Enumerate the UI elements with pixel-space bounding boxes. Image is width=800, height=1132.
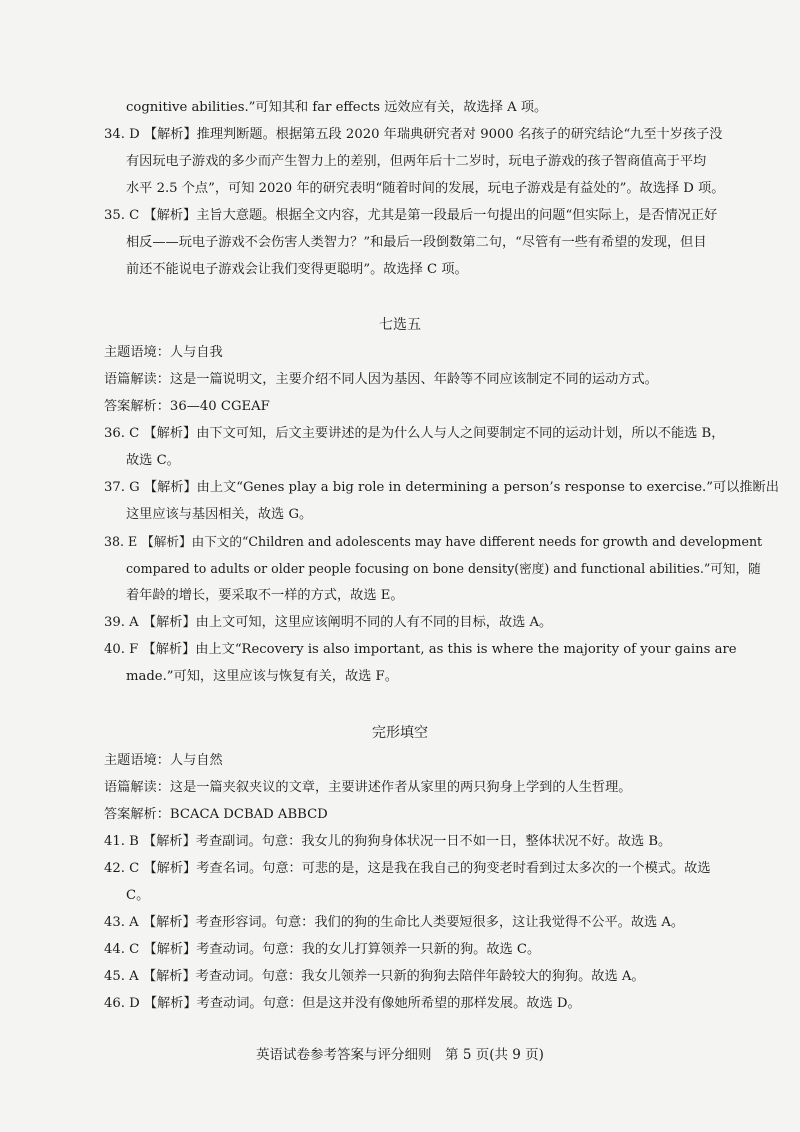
answer-37-line: 37. G 【解析】由上文“Genes play a big role in determining a person’s response to exercise.”可以推断出 — [104, 480, 779, 495]
answer-40-line: 40. F 【解析】由上文“Recovery is also important, as this is where the majority of your gains are — [104, 642, 737, 657]
paragraph-line: 有因玩电子游戏的多少而产生智力上的差别，但两年后十二岁时，玩电子游戏的孩子智商值高于平均 — [126, 154, 707, 169]
section-title-cloze: 完形填空 — [372, 725, 428, 741]
answer-43-line: 43. A 【解析】考查形容词。句意：我们的狗的生命比人类要短很多，这让我觉得不公平。故选 A。 — [104, 915, 685, 930]
answer-34-line: 34. D 【解析】推理判断题。根据第五段 2020 年瑞典研究者对 9000 名孩子的研究结论“九至十岁孩子没 — [104, 127, 723, 142]
answer-44-line: 44. C 【解析】考查动词。句意：我的女儿打算领养一只新的狗。故选 C。 — [104, 942, 541, 957]
answer-41-line: 41. B 【解析】考查副词。句意：我女儿的狗狗身体状况一日不如一日，整体状况不好。故选 B。 — [104, 834, 672, 849]
paragraph-line: 前还不能说电子游戏会让我们变得更聪明”。故选择 C 项。 — [126, 262, 468, 277]
answer-35-line: 35. C 【解析】主旨大意题。根据全文内容，尤其是第一段最后一句提出的问题“但实际上，是否情况正好 — [104, 208, 718, 223]
answer-42-line: 42. C 【解析】考查名词。句意：可悲的是，这是我在我自己的狗变老时看到过太多次的一个模式。故选 — [104, 861, 711, 876]
paragraph-line: 着年龄的增长，要采取不一样的方式，故选 E。 — [126, 588, 404, 603]
paragraph-line: 相反——玩电子游戏不会伤害人类智力？”和最后一段倒数第二句，“尽管有一些有希望的发现，但目 — [126, 235, 707, 250]
section-title-seven-choose-five: 七选五 — [379, 317, 421, 333]
paragraph-line: compared to adults or older people focusing on bone density(密度) and functional abilities.”可知，随 — [126, 561, 761, 576]
page-footer: 英语试卷参考答案与评分细则 第 5 页(共 9 页) — [256, 1047, 544, 1063]
paragraph-line: cognitive abilities.”可知其和 far effects 远效应有关，故选择 A 项。 — [126, 100, 548, 115]
theme-context: 主题语境：人与自我 — [104, 345, 223, 360]
answer-39-line: 39. A 【解析】由上文可知，这里应该阐明不同的人有不同的目标，故选 A。 — [104, 615, 553, 630]
answer-summary: 答案解析：36—40 CGEAF — [104, 399, 270, 414]
paragraph-line: 这里应该与基因相关，故选 G。 — [126, 507, 313, 522]
paragraph-line: C。 — [126, 888, 150, 903]
answer-45-line: 45. A 【解析】考查动词。句意：我女儿领养一只新的狗狗去陪伴年龄较大的狗狗。故选 A。 — [104, 969, 645, 984]
passage-reading: 语篇解读：这是一篇夹叙夹议的文章，主要讲述作者从家里的两只狗身上学到的人生哲理。 — [104, 780, 632, 795]
paragraph-line: 故选 C。 — [126, 453, 180, 468]
answer-summary: 答案解析：BCACA DCBAD ABBCD — [104, 807, 328, 822]
answer-36-line: 36. C 【解析】由下文可知，后文主要讲述的是为什么人与人之间要制定不同的运动计划，所以不能选 B， — [104, 426, 725, 441]
answer-46-line: 46. D 【解析】考查动词。句意：但是这并没有像她所希望的那样发展。故选 D。 — [104, 996, 581, 1011]
answer-38-line: 38. E 【解析】由下文的“Children and adolescents may have different needs for growth and development — [104, 534, 763, 549]
paragraph-line: made.”可知，这里应该与恢复有关，故选 F。 — [126, 669, 398, 684]
passage-reading: 语篇解读：这是一篇说明文，主要介绍不同人因为基因、年龄等不同应该制定不同的运动方式。 — [104, 372, 658, 387]
theme-context: 主题语境：人与自然 — [104, 753, 223, 768]
paragraph-line: 水平 2.5 个点”，可知 2020 年的研究表明“随着时间的发展，玩电子游戏是有益处的”。故选择 D 项。 — [126, 181, 725, 196]
